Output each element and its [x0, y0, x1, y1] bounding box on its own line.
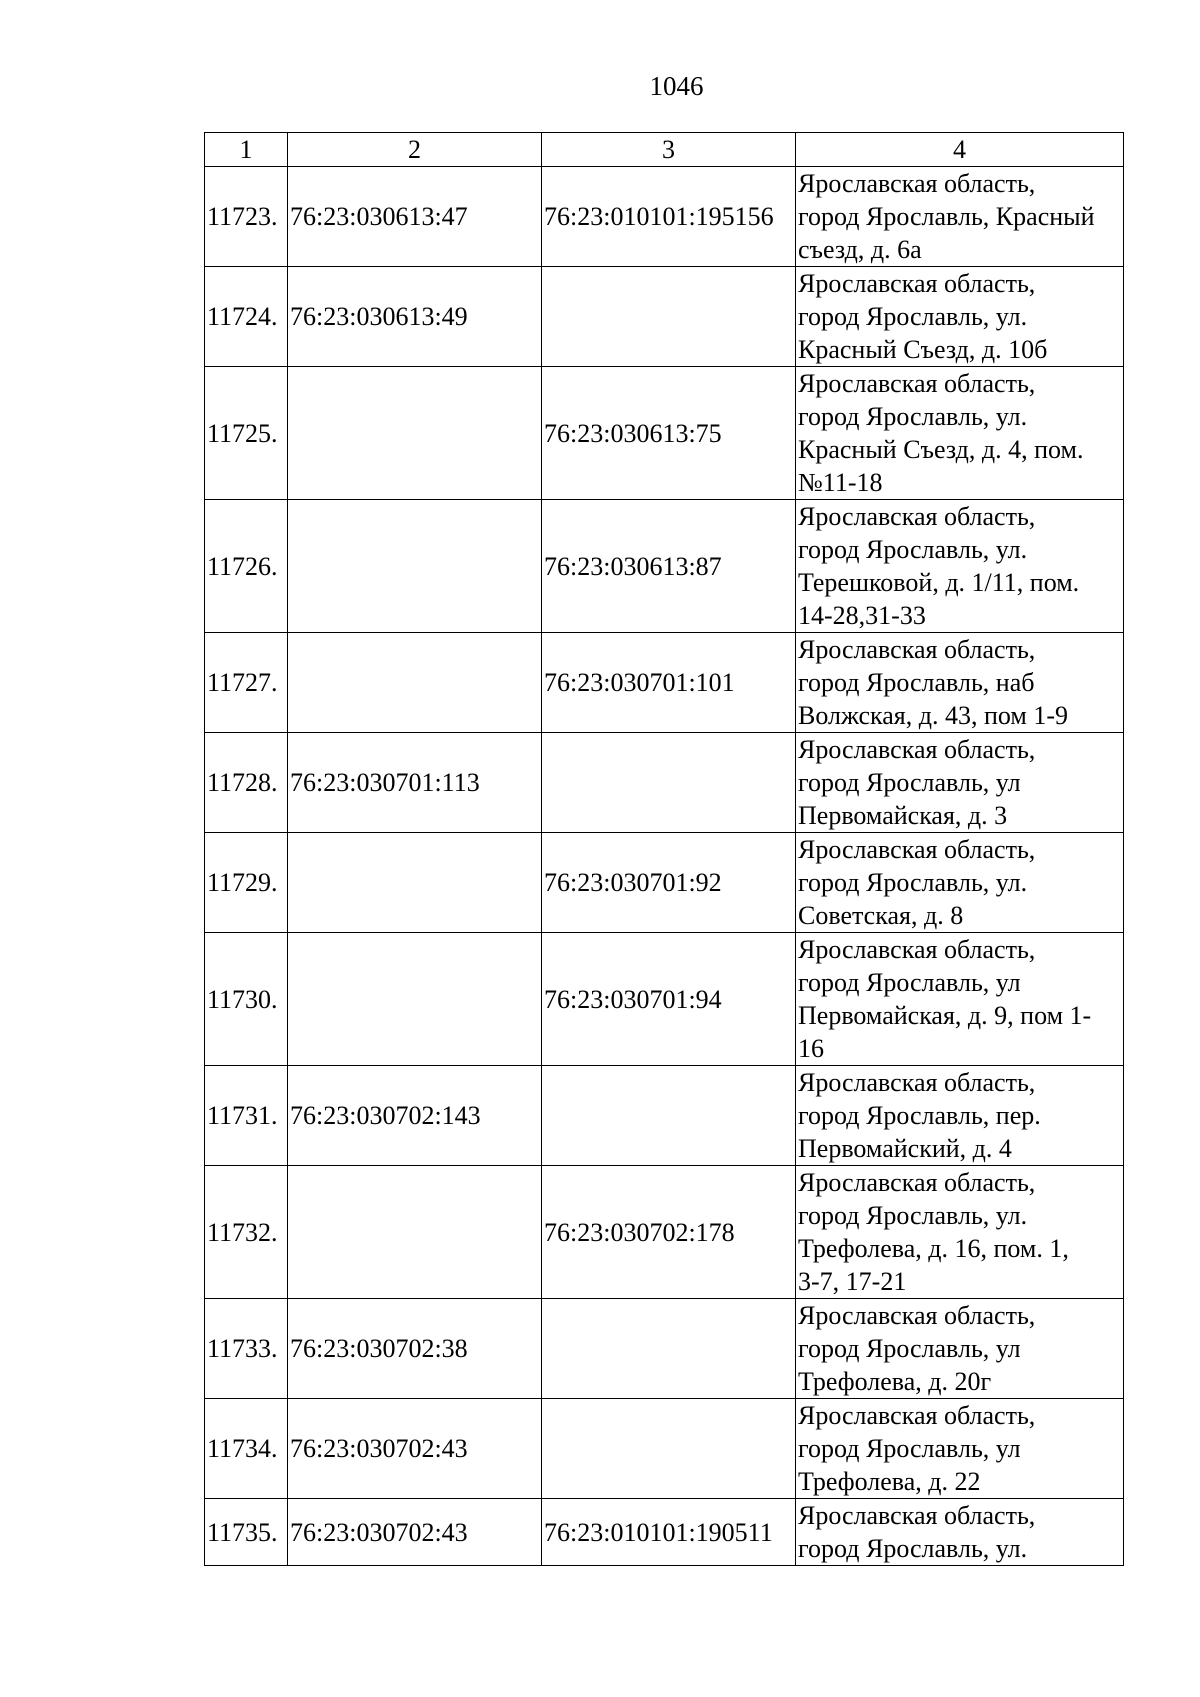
address-cell: Ярославская область, город Ярославль, Красный съезд, д. 6а — [796, 167, 1124, 267]
cadastral-number-alt-cell: 76:23:030613:87 — [542, 500, 796, 633]
cadastral-number-cell — [288, 933, 542, 1066]
address-cell: Ярославская область, город Ярославль, ул. Терешковой, д. 1/11, пом. 14-28,31-33 — [796, 500, 1124, 633]
row-number-cell: 11731. — [205, 1066, 288, 1166]
cadastral-number-alt-cell: 76:23:030701:101 — [542, 633, 796, 733]
cadastral-number-cell — [288, 633, 542, 733]
header-col-3: 3 — [542, 133, 796, 167]
header-row — [205, 133, 1124, 167]
cadastral-number-alt-cell: 76:23:030702:178 — [542, 1166, 796, 1299]
cadastral-number-alt-cell — [542, 267, 796, 367]
row-number-cell: 11733. — [205, 1299, 288, 1399]
address-cell: Ярославская область, город Ярославль, ул. Трефолева, д. 16, пом. 1, 3-7, 17-21 — [796, 1166, 1124, 1299]
header-col-2: 2 — [288, 133, 542, 167]
cadastral-number-cell — [288, 500, 542, 633]
table-row — [205, 267, 1124, 367]
cadastral-number-cell: 76:23:030702:43 — [288, 1499, 542, 1566]
cadastral-number-alt-cell — [542, 1399, 796, 1499]
address-cell: Ярославская область, город Ярославль, ул. Красный Съезд, д. 10б — [796, 267, 1124, 367]
table-row — [205, 833, 1124, 933]
address-cell: Ярославская область, город Ярославль, пер. Первомайский, д. 4 — [796, 1066, 1124, 1166]
row-number-cell: 11723. — [205, 167, 288, 267]
address-cell: Ярославская область, город Ярославль, ул. Красный Съезд, д. 4, пом. №11-18 — [796, 367, 1124, 500]
table-row — [205, 1066, 1124, 1166]
row-number-cell: 11730. — [205, 933, 288, 1066]
cadastral-number-cell: 76:23:030702:38 — [288, 1299, 542, 1399]
row-number-cell: 11735. — [205, 1499, 288, 1566]
cadastral-number-cell: 76:23:030613:49 — [288, 267, 542, 367]
address-cell: Ярославская область, город Ярославль, ул. Советская, д. 8 — [796, 833, 1124, 933]
table-row — [205, 633, 1124, 733]
row-number-cell: 11732. — [205, 1166, 288, 1299]
cadastral-number-cell — [288, 833, 542, 933]
cadastral-number-cell: 76:23:030613:47 — [288, 167, 542, 267]
table-row — [205, 1499, 1124, 1566]
cadastral-number-alt-cell: 76:23:030701:92 — [542, 833, 796, 933]
page-number: 1046 — [649, 71, 704, 101]
table-row — [205, 1299, 1124, 1399]
cadastral-number-cell — [288, 367, 542, 500]
header-col-1: 1 — [205, 133, 288, 167]
cadastral-number-alt-cell: 76:23:030613:75 — [542, 367, 796, 500]
cadastral-number-alt-cell — [542, 733, 796, 833]
cadastral-number-alt-cell: 76:23:010101:195156 — [542, 167, 796, 267]
table-row — [205, 167, 1124, 267]
address-cell: Ярославская область, город Ярославль, ул. — [796, 1499, 1124, 1566]
address-cell: Ярославская область, город Ярославль, ул Первомайская, д. 9, пом 1- 16 — [796, 933, 1124, 1066]
row-number-cell: 11726. — [205, 500, 288, 633]
row-number-cell: 11724. — [205, 267, 288, 367]
cadastral-number-alt-cell — [542, 1299, 796, 1399]
table-row — [205, 733, 1124, 833]
table-header — [205, 133, 1124, 167]
cadastral-number-cell: 76:23:030702:43 — [288, 1399, 542, 1499]
cadastral-number-alt-cell: 76:23:010101:190511 — [542, 1499, 796, 1566]
table-row — [205, 933, 1124, 1066]
row-number-cell: 11729. — [205, 833, 288, 933]
address-cell: Ярославская область, город Ярославль, ул Первомайская, д. 3 — [796, 733, 1124, 833]
cadastral-number-alt-cell: 76:23:030701:94 — [542, 933, 796, 1066]
address-cell: Ярославская область, город Ярославль, наб Волжская, д. 43, пом 1-9 — [796, 633, 1124, 733]
cadastral-number-cell — [288, 1166, 542, 1299]
table-row — [205, 1399, 1124, 1499]
cadastral-number-cell: 76:23:030702:143 — [288, 1066, 542, 1166]
table-row — [205, 1166, 1124, 1299]
registry-table — [204, 132, 1124, 1566]
address-cell: Ярославская область, город Ярославль, ул Трефолева, д. 22 — [796, 1399, 1124, 1499]
cadastral-number-alt-cell — [542, 1066, 796, 1166]
row-number-cell: 11727. — [205, 633, 288, 733]
row-number-cell: 11725. — [205, 367, 288, 500]
cadastral-number-cell: 76:23:030701:113 — [288, 733, 542, 833]
table-row — [205, 367, 1124, 500]
row-number-cell: 11734. — [205, 1399, 288, 1499]
table-body — [205, 167, 1124, 1566]
header-col-4: 4 — [796, 133, 1124, 167]
table-row — [205, 500, 1124, 633]
address-cell: Ярославская область, город Ярославль, ул Трефолева, д. 20г — [796, 1299, 1124, 1399]
row-number-cell: 11728. — [205, 733, 288, 833]
